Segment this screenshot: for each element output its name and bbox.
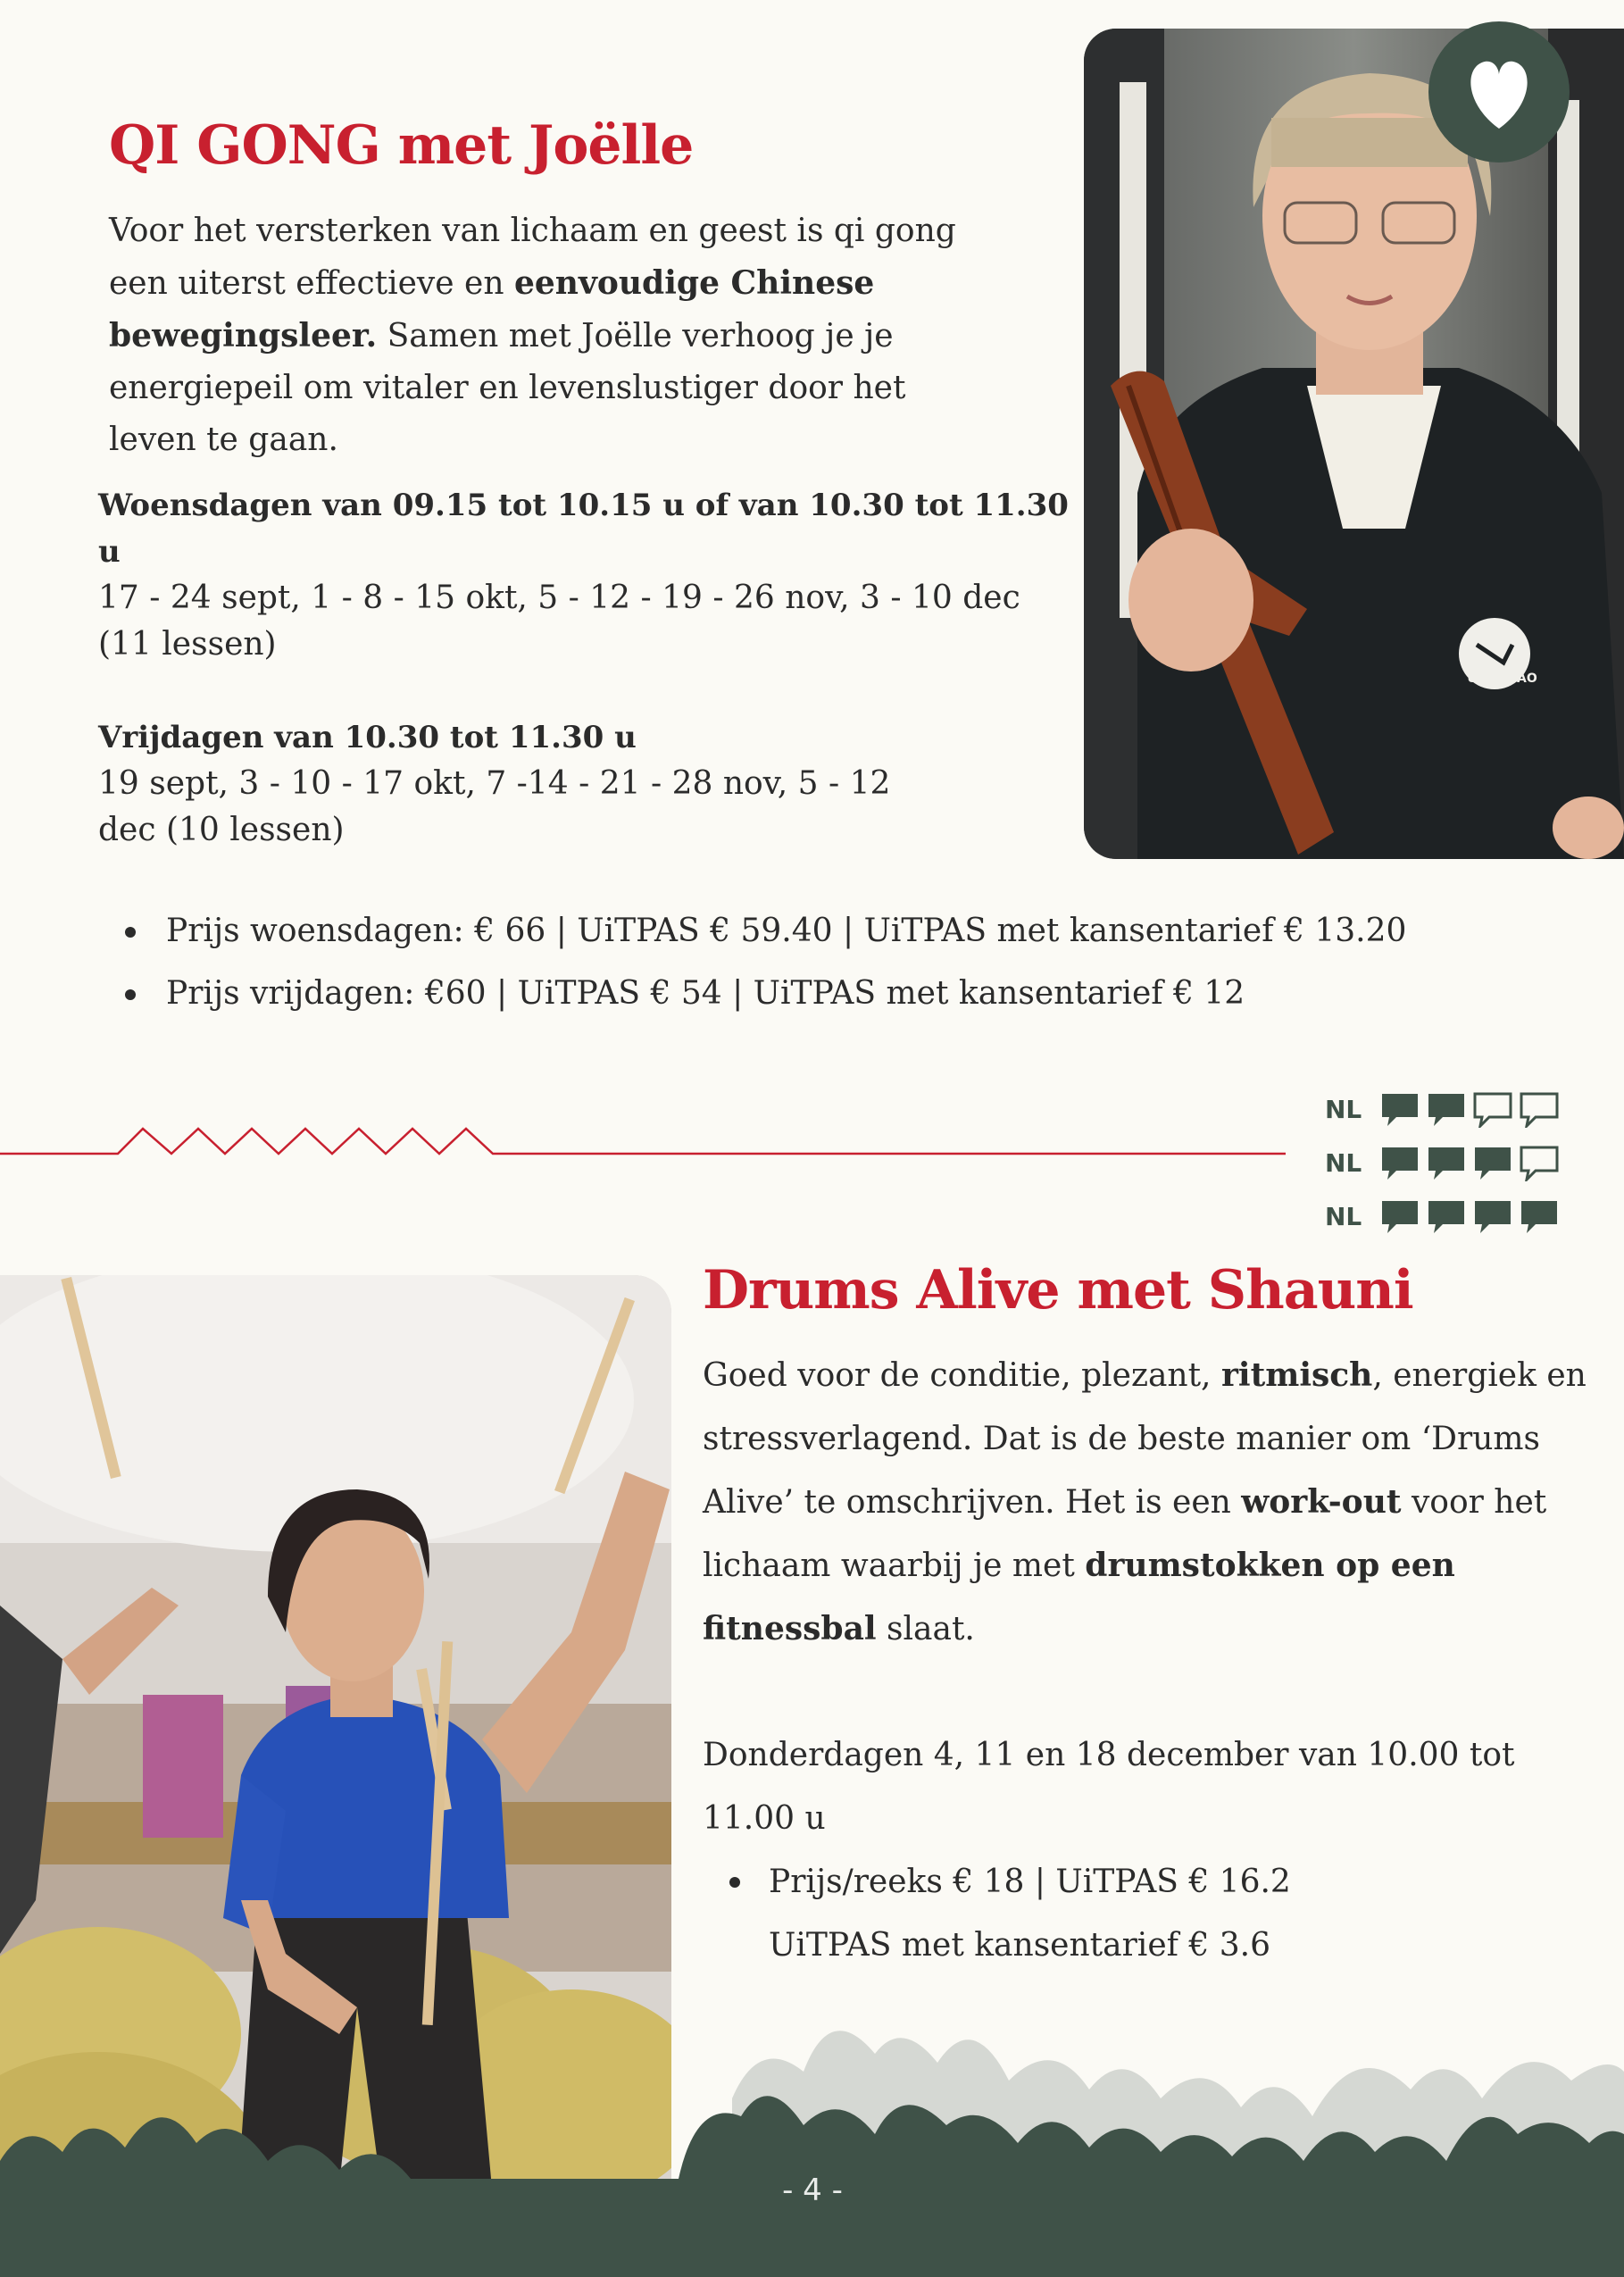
speech-bubble-filled-icon <box>1425 1197 1468 1235</box>
language-level-row <box>1325 1136 1620 1189</box>
speech-bubble-outline-icon <box>1518 1144 1561 1181</box>
speech-bubble-filled-icon <box>1378 1144 1421 1181</box>
price-friday: Prijs vrijdagen: €60 | UiTPAS € 54 | UiTPAS met kansentarief € 12 <box>111 963 1539 1025</box>
qigong-price-list <box>111 900 1539 1025</box>
language-code: NL <box>1325 1201 1362 1231</box>
drums-price-line-1: Prijs/reeks € 18 | UiTPAS € 16.2 <box>769 1864 1291 1900</box>
wednesday-heading: Woensdagen van 09.15 tot 10.15 u of van 10.30 tot 11.30 u <box>98 488 1069 570</box>
drums-price-list <box>703 1850 1551 1977</box>
drums-schedule: Donderdagen 4, 11 en 18 december van 10.00 tot 11.00 u <box>703 1737 1515 1837</box>
speech-bubble-filled-icon <box>1425 1144 1468 1181</box>
friday-heading: Vrijdagen van 10.30 tot 11.30 u <box>98 720 637 755</box>
price-wednesday: Prijs woensdagen: € 66 | UiTPAS € 59.40 | UiTPAS met kansentarief € 13.20 <box>111 900 1539 963</box>
qigong-intro-text-1: Voor het versterken van lichaam en geest is qi gong een uiterst effectieve en <box>109 213 956 302</box>
speech-bubble-filled-icon <box>1425 1090 1468 1128</box>
forest-footer-illustration <box>0 1982 1624 2277</box>
qigong-intro-bold: eenvoudige Chinese bewegingsleer. <box>109 264 875 354</box>
drums-desc-text: slaat. <box>876 1611 975 1647</box>
qigong-title: QI GONG met Joëlle <box>109 114 694 177</box>
speech-bubble-filled-icon <box>1378 1090 1421 1128</box>
drums-description <box>703 1344 1595 1661</box>
speech-bubble-outline-icon <box>1471 1090 1514 1128</box>
qigong-intro-text-2: Samen met Joëlle verhoog je je energiepeil om vitaler en levenslustiger door het leven te gaan. <box>109 318 906 458</box>
drums-desc-bold: ritmisch <box>1220 1356 1373 1394</box>
drums-desc-text: voor het lichaam waarbij je met <box>703 1484 1547 1584</box>
language-code: NL <box>1325 1094 1362 1124</box>
speech-bubble-filled-icon <box>1518 1197 1561 1235</box>
drums-desc-text: Goed voor de conditie, plezant, <box>703 1357 1221 1394</box>
wednesday-dates: 17 - 24 sept, 1 - 8 - 15 okt, 5 - 12 - 19 - 26 nov, 3 - 10 dec (11 lessen) <box>98 580 1020 663</box>
language-level-row <box>1325 1082 1620 1136</box>
language-code: NL <box>1325 1147 1362 1178</box>
ecole-tao-logo: école TAO <box>1468 671 1537 686</box>
heart-icon <box>1428 21 1570 163</box>
speech-bubble-filled-icon <box>1471 1197 1514 1235</box>
drums-title: Drums Alive met Shauni <box>703 1259 1413 1322</box>
language-level-legend <box>1325 1082 1620 1243</box>
drums-price-item <box>703 1850 1551 1977</box>
bullet <box>729 1877 740 1888</box>
page-number: - 4 - <box>782 2173 843 2208</box>
qigong-schedule <box>98 482 1080 854</box>
drums-price-line-2: UiTPAS met kansentarief € 3.6 <box>769 1927 1270 1964</box>
zigzag-divider <box>0 1107 1286 1161</box>
speech-bubble-outline-icon <box>1518 1090 1561 1128</box>
speech-bubble-filled-icon <box>1471 1144 1514 1181</box>
favorite-badge[interactable] <box>1428 21 1570 163</box>
drums-desc-bold: work-out <box>1241 1483 1402 1521</box>
speech-bubble-filled-icon <box>1378 1197 1421 1235</box>
qigong-intro <box>109 205 984 466</box>
friday-dates: 19 sept, 3 - 10 - 17 okt, 7 -14 - 21 - 28 nov, 5 - 12 dec (10 lessen) <box>98 765 891 848</box>
drums-desc-bold: drumstokken op een fitnessbal <box>703 1547 1455 1647</box>
drums-desc-text: , energiek en stressverlagend. Dat is de beste manier om ‘Drums Alive’ te omschrijven. Het is een <box>703 1357 1587 1521</box>
language-level-row <box>1325 1189 1620 1243</box>
